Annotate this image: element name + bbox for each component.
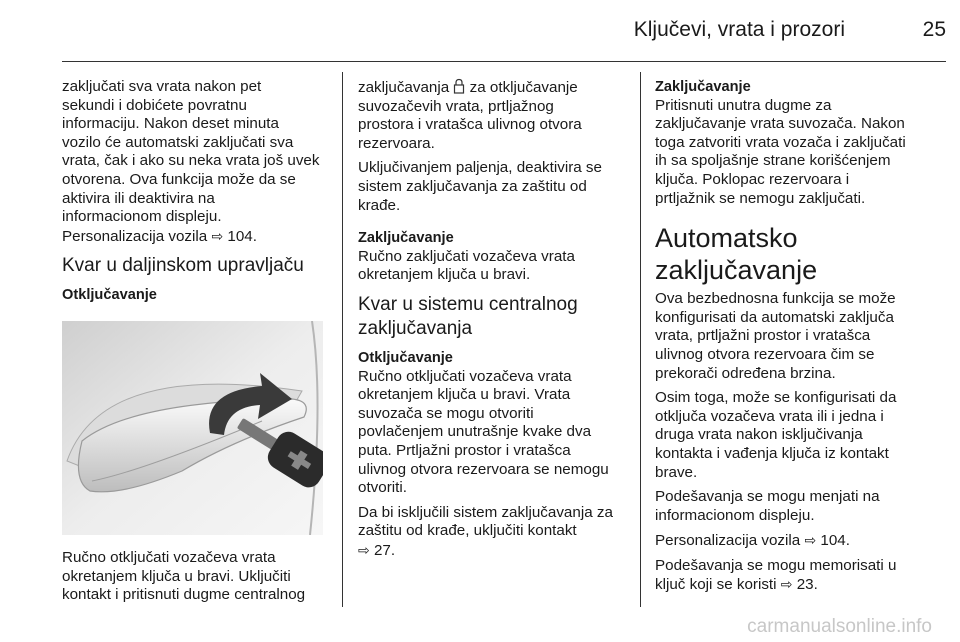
disable-paragraph: Da bi isključili sistem zaključavanja za zaštitu od krađe, uključiti kontakt ⇨ 27. (358, 504, 626, 561)
column-2 (358, 78, 626, 566)
section-heading: Kvar u sistemu centralnog zaključavanja (358, 293, 578, 339)
intro-paragraph: zaključati sva vrata nakon pet sekundi i dobićete povratnu informaciju. Nakon deset minuta vozilo će automatski zaključati sva vrata, čak i ako su neka vrata još uvek otvorena. Ova funkcija može da se aktivira ili deaktivira na informacionom displeju. Personalizacija vozila ⇨ 104. (62, 78, 332, 246)
arrow-right-icon: ⇨ (780, 576, 793, 593)
arrow-right-icon: ⇨ (804, 532, 817, 549)
cross-reference[interactable]: Personalizacija vozila ⇨ 104. (62, 227, 257, 245)
auto-lock-paragraph: Ova bezbednosna funkcija se može konfigurisati da automatski zaključa vrata, prtljažni prostor i vratašca ulivnog otvora rezervoara čim se prekorači određena brzina. (655, 290, 896, 382)
auto-unlock-paragraph: Osim toga, može se konfigurisati da otključa vozačeva vrata ili i jedna i druga vrata nakon isključivanja kontakta i vađenja ključa iz kontakt brave. (655, 389, 897, 481)
subsection-heading: Otključavanje (358, 349, 453, 366)
page-number: 25 (922, 18, 946, 41)
door-handle-key-illustration (62, 321, 323, 535)
column-divider (342, 72, 343, 607)
subsection-heading: Zaključavanje (655, 79, 751, 95)
column-divider (640, 72, 641, 607)
cross-reference[interactable]: ključ koji se koristi ⇨ 23. (655, 576, 818, 594)
cross-reference[interactable]: ⇨ 27. (358, 541, 396, 559)
section-heading: Kvar u daljinskom upravljaču (62, 255, 304, 277)
illustration-caption: Ručno otključati vozačeva vrata okretanjem ključa u bravi. Uključiti kontakt i pritisnuti dugme centralnog (62, 548, 306, 604)
memory-paragraph: Podešavanja se mogu memorisati u ključ koji se koristi ⇨ 23. (655, 557, 930, 595)
subsection-heading: Zaključavanje (358, 230, 454, 247)
lock-paragraph: Ručno zaključati vozačeva vrata okretanjem ključa u bravi. (358, 247, 575, 284)
ignition-paragraph: Uključivanjem paljenja, deaktivira se sistem zaključavanja za zaštitu od krađe. (358, 159, 602, 214)
section-heading: Automatsko zaključavanje (655, 223, 818, 286)
arrow-right-icon: ⇨ (211, 227, 224, 244)
continued-paragraph: zaključavanja za otključavanje suvozačevih vrata, prtljažnog prostora i vratašca ulivnog otvora rezervoara. (358, 79, 582, 152)
unlock-paragraph: Ručno otključati vozačeva vrata okretanjem ključa u bravi. Vrata suvozača se mogu otvoriti povlačenjem unutrašnje kvake dva puta. Prtljažni prostor i vratašca ulivnog otvora rezervoara se nemogu otvoriti. (358, 367, 609, 497)
lock-icon (453, 78, 465, 94)
watermark: carmanualsonline.info (747, 616, 932, 637)
column-1 (62, 78, 332, 611)
arrow-right-icon: ⇨ (358, 541, 370, 558)
column-3 (655, 78, 930, 601)
lock-paragraph: Pritisnuti unutra dugme za zaključavanje vrata suvozača. Nakon toga zatvoriti vrata vozača i zaključati ih sa spoljašnje strane korišćenjem ključa. Poklopac rezervoara i prtljažnik se nemogu zaključati. (655, 96, 906, 207)
header-rule (62, 61, 946, 62)
cross-reference[interactable]: Personalizacija vozila ⇨ 104. (655, 532, 850, 550)
subsection-heading: Otključavanje (62, 287, 157, 304)
settings-paragraph: Podešavanja se mogu menjati na informacionom displeju. (655, 488, 880, 524)
page-title: Ključevi, vrata i prozori (633, 18, 845, 41)
